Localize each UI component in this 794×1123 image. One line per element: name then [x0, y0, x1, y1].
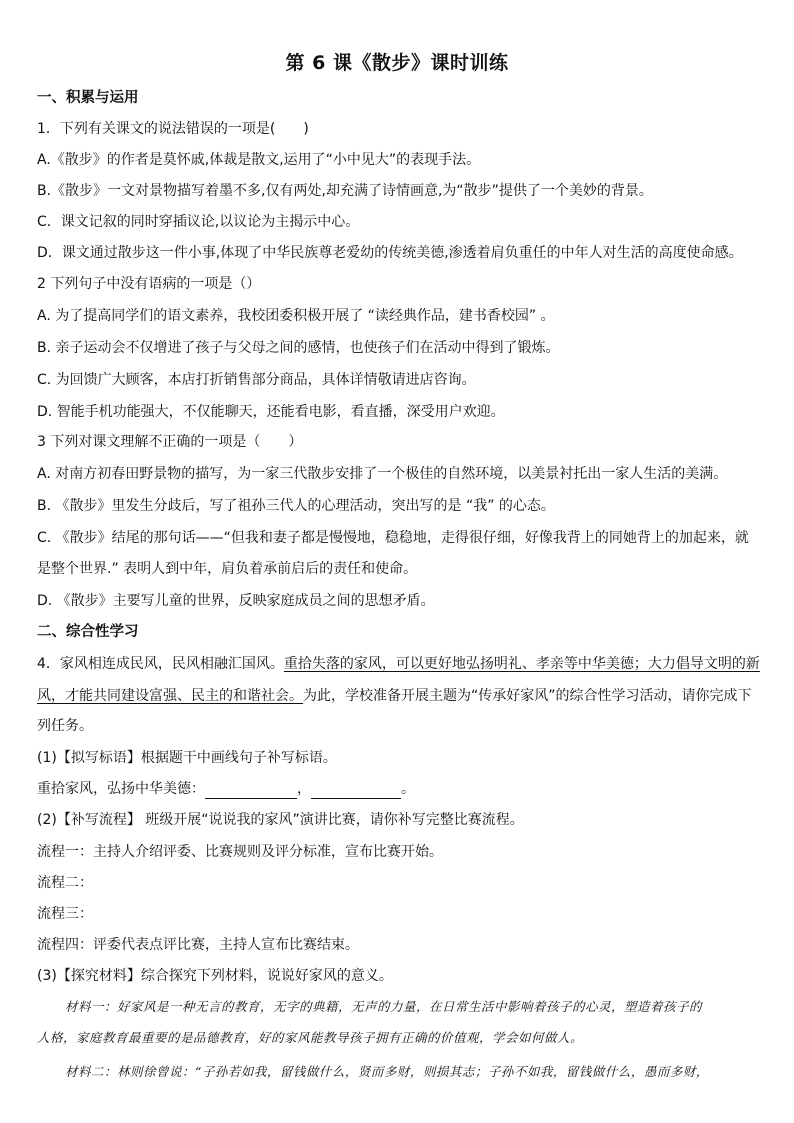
- question-3-option-b: B. 《散步》里发生分歧后，写了祖孙三代人的心理活动，突出写的是 “我” 的心态。: [37, 498, 555, 514]
- question-3-option-d: D. 《散步》主要写儿童的世界，反映家庭成员之间的思想矛盾。: [37, 593, 435, 609]
- question-1-option-a: A.《散步》的作者是莫怀戚,体裁是散文,运用了“小中见大”的表现手法。: [37, 152, 481, 168]
- flow-step-1: 流程一：主持人介绍评委、比赛规则及评分标准，宣布比赛开始。: [37, 844, 443, 860]
- flow-step-3: 流程三：: [37, 906, 93, 922]
- question-2-option-b: B. 亲子运动会不仅增进了孩子与父母之间的感情，也使孩子们在活动中得到了锻炼。: [37, 340, 560, 356]
- question-3-option-c-line-2: 是整个世界.” 表明人到中年，肩负着承前启后的责任和使命。: [37, 561, 418, 577]
- material-2-line-1: 材料二：林则徐曾说：“子孙若如我，留钱做什么，贤而多财，则损其志；子孙不如我，留钱做什么，愚而多财，: [65, 1064, 709, 1079]
- question-4-line-3: 列任务。: [37, 718, 93, 734]
- question-4-intro: 4．家风相连成民风，民风相融汇国风。: [37, 656, 284, 672]
- task-3-heading: (3)【探究材料】综合探究下列材料，说说好家风的意义。: [37, 968, 393, 984]
- material-1-line-2: 人格，家庭教育最重要的是品德教育，好的家风能教导孩子拥有正确的价值观，学会如何做人。: [37, 1030, 584, 1045]
- material-1-line-1: 材料一：好家风是一种无言的教育，无字的典籍，无声的力量，在日常生活中影响着孩子的心灵，塑造着孩子的: [65, 999, 703, 1014]
- task-1-answer-line: [37, 779, 761, 799]
- question-3-option-c-line-1: C. 《散步》结尾的那句话——“但我和妻子都是慢慢地，稳稳地，走得很仔细，好像我背上的同她背上的加起来，就: [37, 530, 749, 546]
- question-3-option-a: A. 对南方初春田野景物的描写，为一家三代散步安排了一个极佳的自然环境，以美景衬托出一家人生活的美满。: [37, 466, 728, 482]
- slogan-separator: ，: [297, 781, 311, 797]
- question-4-line-1: [37, 654, 761, 674]
- section-heading-2: 二、综合性学习: [37, 624, 139, 640]
- slogan-blank-2[interactable]: [311, 782, 401, 799]
- slogan-prefix: 重拾家风，弘扬中华美德：: [37, 781, 205, 797]
- slogan-blank-1[interactable]: [205, 782, 297, 799]
- question-1-option-b: B.《散步》一文对景物描写着墨不多,仅有两处,却充满了诗情画意,为“散步”提供了一个美妙的背景。: [37, 183, 653, 199]
- slogan-end: 。: [401, 781, 415, 797]
- task-2-heading: (2)【补写流程】 班级开展“说说我的家风”演讲比赛，请你补写完整比赛流程。: [37, 812, 524, 828]
- question-1-option-d: D．课文通过散步这一件小事,体现了中华民族尊老爱幼的传统美德,渗透着肩负重任的中年人对生活的高度使命感。: [37, 245, 743, 261]
- question-2-stem: 2 下列句子中没有语病的一项是（）: [37, 276, 261, 292]
- underlined-sentence-part-1: 重拾失落的家风，可以更好地弘扬明礼、孝亲等中华美德；大力倡导文明的新: [283, 656, 760, 672]
- task-1-heading: (1)【拟写标语】根据题干中画线句子补写标语。: [37, 750, 337, 766]
- question-1-stem: 1．下列有关课文的说法错误的一项是( ): [37, 121, 309, 137]
- question-2-option-c: C. 为回馈广大顾客，本店打折销售部分商品，具体详情敬请进店咨询。: [37, 372, 476, 388]
- question-4-activity-text: 为此，学校准备开展主题为“传承好家风”的综合性学习活动，请你完成下: [303, 688, 752, 704]
- page-title: 第 6 课《散步》课时训练: [285, 52, 509, 74]
- flow-step-4: 流程四：评委代表点评比赛，主持人宣布比赛结束。: [37, 937, 359, 953]
- question-2-option-a: A. 为了提高同学们的语文素养，我校团委积极开展了 “读经典作品，建书香校园” 。: [37, 308, 555, 324]
- question-4-line-2: [37, 686, 761, 706]
- section-heading-1: 一、积累与运用: [37, 90, 139, 106]
- question-3-stem: 3 下列对课文理解不正确的一项是（ ）: [37, 434, 303, 450]
- underlined-sentence-part-2: 风，才能共同建设富强、民主的和谐社会。: [37, 688, 303, 704]
- flow-step-2: 流程二：: [37, 875, 93, 891]
- question-1-option-c: C．课文记叙的同时穿插议论,以议论为主揭示中心。: [37, 214, 360, 230]
- question-2-option-d: D. 智能手机功能强大，不仅能聊天，还能看电影，看直播，深受用户欢迎。: [37, 404, 505, 420]
